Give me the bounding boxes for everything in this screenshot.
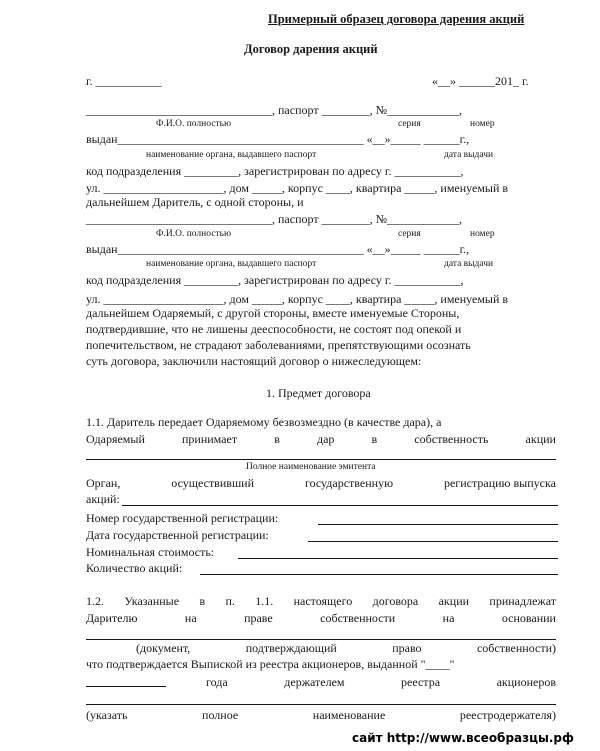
registration-body-label: акций: — [86, 492, 120, 506]
party2-code-line: код подразделения _________, зарегистрирован по адресу г. ___________, — [86, 273, 464, 287]
party2-agreement-line: суть договора, заключили настоящий договор о нижеследующем: — [86, 354, 422, 368]
sample-title: Примерный образец договора дарения акций — [268, 12, 525, 26]
party1-issued-line: выдан_________________________________________ «__»_____ ______г., — [86, 132, 470, 146]
registration-date-rule — [308, 541, 558, 542]
word: 1.2. — [86, 594, 104, 608]
party1-caption-fio: Ф.И.О. полностью — [156, 119, 232, 129]
share-quantity-label: Количество акций: — [86, 561, 183, 575]
ownership-basis-rule — [86, 639, 556, 640]
word: реестра — [401, 675, 441, 689]
registration-body-line1 — [86, 476, 556, 490]
word: Указанные — [124, 594, 180, 608]
nominal-value-rule — [238, 558, 558, 559]
party2-name-line: _______________________________, паспорт ________, №____________, — [86, 212, 463, 226]
party2-caption-org: наименование органа, выдавшего паспорт — [146, 259, 317, 269]
word: праве — [244, 611, 273, 625]
party2-guardianship-line: попечительством, не страдают заболеваниями, препятствующими осознать — [86, 338, 471, 352]
issuer-caption: Полное наименование эмитента — [246, 462, 376, 472]
word: регистрацию выпуска — [443, 476, 556, 490]
city-field: г. ___________ — [86, 74, 162, 88]
clause-1-1-line2 — [86, 432, 556, 446]
word: собственности — [320, 611, 396, 625]
clause-1-1-line1: 1.1. Даритель передает Одаряемому безвозмездно (в качестве дара), а — [86, 415, 442, 429]
section1-heading: 1. Предмет договора — [266, 386, 371, 400]
word: договора — [372, 594, 419, 608]
word: акционеров — [496, 675, 556, 689]
site-watermark: сайт http://www.всеобразцы.рф — [352, 731, 574, 745]
party2-role-line: дальнейшем Одаряемый, с другой стороны, вместе именуемые Стороны, — [86, 306, 460, 320]
word: реестродержателя) — [459, 708, 556, 722]
issuer-name-rule — [86, 459, 556, 460]
party1-caption-series: серия — [398, 119, 421, 129]
word: года — [206, 675, 228, 689]
registration-number-rule — [318, 524, 558, 525]
party1-code-line: код подразделения _________, зарегистрирован по адресу г. ___________, — [86, 164, 464, 178]
word: акции — [525, 432, 556, 446]
word: Одаряемый — [86, 432, 145, 446]
party2-address-line: ул. ____________________, дом _____, корпус ____, квартира _____, именуемый в — [86, 292, 509, 306]
document-title: Договор дарения акций — [244, 42, 378, 56]
party1-caption-date: дата выдачи — [444, 150, 494, 160]
registrar-name-rule — [86, 704, 556, 705]
party1-address-line: ул. ____________________, дом _____, корпус ____, квартира _____, именуемый в — [86, 181, 509, 195]
word: (документ, — [136, 641, 191, 655]
party2-caption-fio: Ф.И.О. полностью — [156, 229, 232, 239]
word: Дарителю — [86, 611, 138, 625]
nominal-value-label: Номинальная стоимость: — [86, 545, 215, 559]
word: (указать — [86, 708, 128, 722]
clause-1-2-line2 — [86, 611, 556, 625]
word: подтверждающий — [245, 641, 337, 655]
word: основании — [501, 611, 556, 625]
registration-number-label: Номер государственной регистрации: — [86, 511, 279, 525]
word: осуществивший — [171, 476, 255, 490]
word: держателем — [284, 675, 345, 689]
word: Орган, — [86, 476, 121, 490]
party2-caption-date: дата выдачи — [444, 259, 494, 269]
clause-1-2-caption — [136, 641, 556, 655]
party2-capacity-line: подтвердившие, что не лишены дееспособности, не состоят под опекой и — [86, 322, 462, 336]
word: акции — [438, 594, 470, 608]
date-field: «__» ______201_ г. — [432, 74, 529, 88]
word: на — [442, 611, 455, 625]
clause-1-2-extract-line: что подтверждается Выпиской из реестра акционеров, выданной "____" — [86, 657, 455, 671]
party2-caption-series: серия — [398, 229, 421, 239]
party1-caption-org: наименование органа, выдавшего паспорт — [146, 150, 317, 160]
clause-1-2-line1 — [86, 594, 556, 608]
word: в — [199, 594, 206, 608]
word: на — [184, 611, 197, 625]
word: в — [371, 432, 378, 446]
clause-1-2-holder-line — [206, 675, 556, 689]
word: п. — [225, 594, 235, 608]
word: государственную — [304, 476, 394, 490]
word: право — [392, 641, 422, 655]
party2-issued-line: выдан_________________________________________ «__»_____ ______г., — [86, 242, 470, 256]
party1-caption-number: номер — [470, 119, 495, 129]
clause-1-2-registrar-caption — [86, 708, 556, 722]
party2-caption-number: номер — [470, 229, 495, 239]
registration-body-rule — [122, 505, 558, 506]
word: дар — [316, 432, 335, 446]
share-quantity-rule — [200, 574, 558, 575]
word: собственности) — [476, 641, 556, 655]
word: собственность — [414, 432, 489, 446]
word: настоящего — [293, 594, 353, 608]
word: в — [274, 432, 280, 446]
word: принадлежат — [489, 594, 556, 608]
word: наименование — [312, 708, 386, 722]
word: 1.1. — [255, 594, 274, 608]
party1-role-line: дальнейшем Даритель, с одной стороны, и — [86, 195, 304, 209]
word: принимает — [181, 432, 238, 446]
party1-name-line: _______________________________, паспорт ________, №____________, — [86, 103, 463, 117]
word: полное — [202, 708, 239, 722]
registration-date-label: Дата государственной регистрации: — [86, 528, 269, 542]
extract-date-rule — [86, 686, 166, 687]
